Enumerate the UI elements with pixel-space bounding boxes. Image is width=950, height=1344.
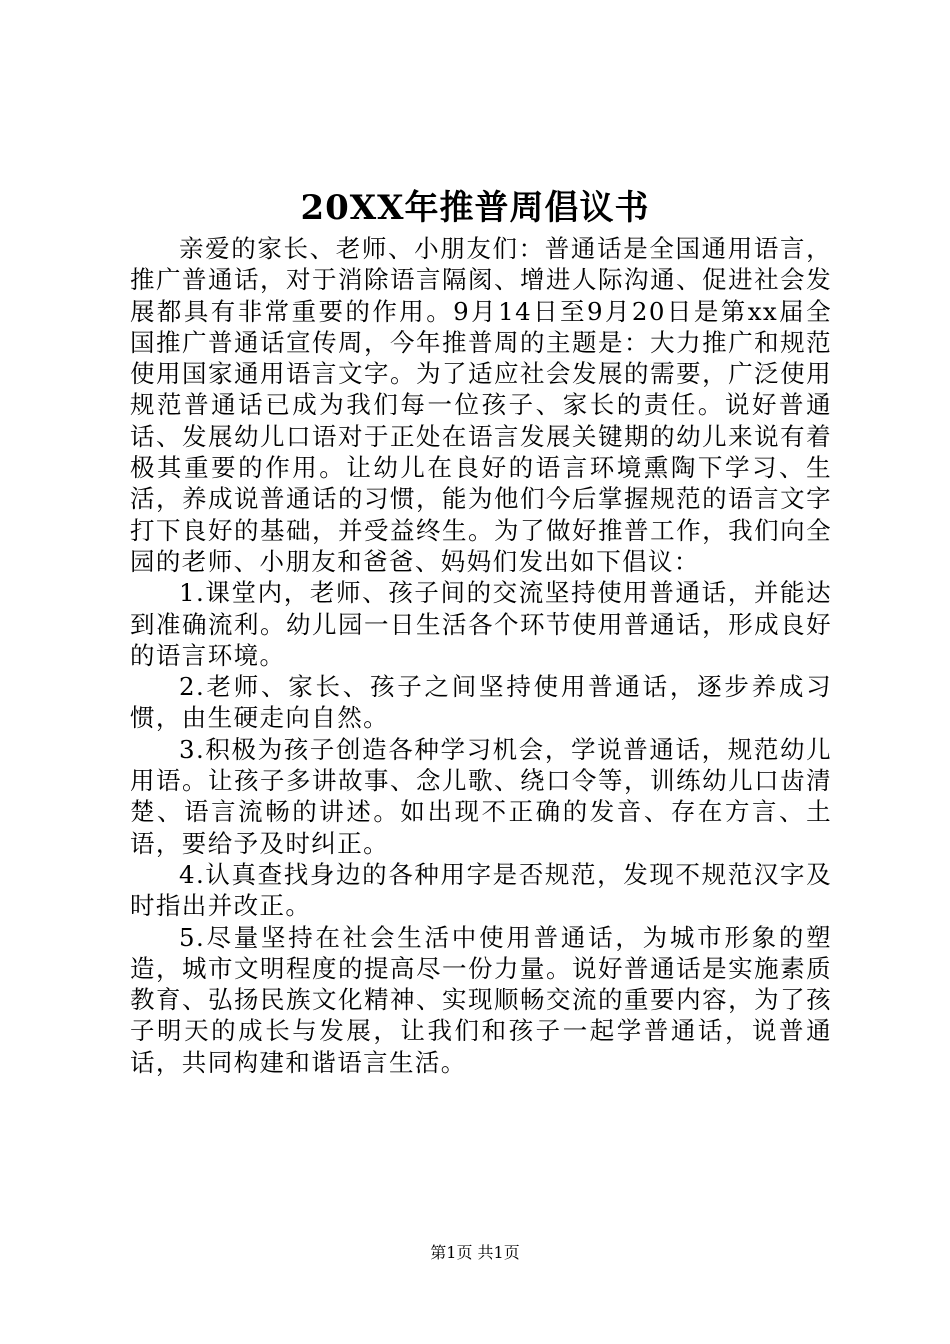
paragraph-item-2: 2.老师、家长、孩子之间坚持使用普通话，逐步养成习惯，由生硬走向自然。 — [130, 672, 832, 733]
paragraph-item-5: 5.尽量坚持在社会生活中使用普通话，为城市形象的塑造，城市文明程度的提高尽一份力量。说好普通话是实施素质教育、弘扬民族文化精神、实现顺畅交流的重要内容，为了孩子明天的成长与发展，让我们和孩子一起学普通话，说普通话，共同构建和谐语言生活。 — [130, 922, 832, 1077]
paragraph-item-4: 4.认真查找身边的各种用字是否规范，发现不规范汉字及时指出并改正。 — [130, 859, 832, 921]
document-title: 20XX年推普周倡议书 — [300, 188, 650, 228]
paragraph-intro: 亲爱的家长、老师、小朋友们：普通话是全国通用语言，推广普通话，对于消除语言隔阂、增进人际沟通、促进社会发展都具有非常重要的作用。9月14日至9月20日是第xx届全国推广普通话宣传周，今年推普周的主题是：大力推广和规范使用国家通用语言文字。为了适应社会发展的需要，广泛使用规范普通话已成为我们每一位孩子、家长的责任。说好普通话、发展幼儿口语对于正处在语言发展关键期的幼儿来说有着极其重要的作用。让幼儿在良好的语言环境熏陶下学习、生活，养成说普通话的习惯，能为他们今后掌握规范的语言文字打下良好的基础，并受益终生。为了做好推普工作，我们向全园的老师、小朋友和爸爸、妈妈们发出如下倡议： — [130, 234, 832, 576]
page-number-footer: 第1页 共1页 — [430, 1243, 520, 1262]
paragraph-item-1: 1.课堂内，老师、孩子间的交流坚持使用普通话，并能达到准确流利。幼儿园一日生活各个环节使用普通话，形成良好的语言环境。 — [130, 578, 832, 670]
document-body — [130, 233, 832, 1078]
paragraph-item-3: 3.积极为孩子创造各种学习机会，学说普通话，规范幼儿用语。让孩子多讲故事、念儿歌、绕口令等，训练幼儿口齿清楚、语言流畅的讲述。如出现不正确的发音、存在方言、土语，要给予及时纠正。 — [130, 734, 832, 858]
